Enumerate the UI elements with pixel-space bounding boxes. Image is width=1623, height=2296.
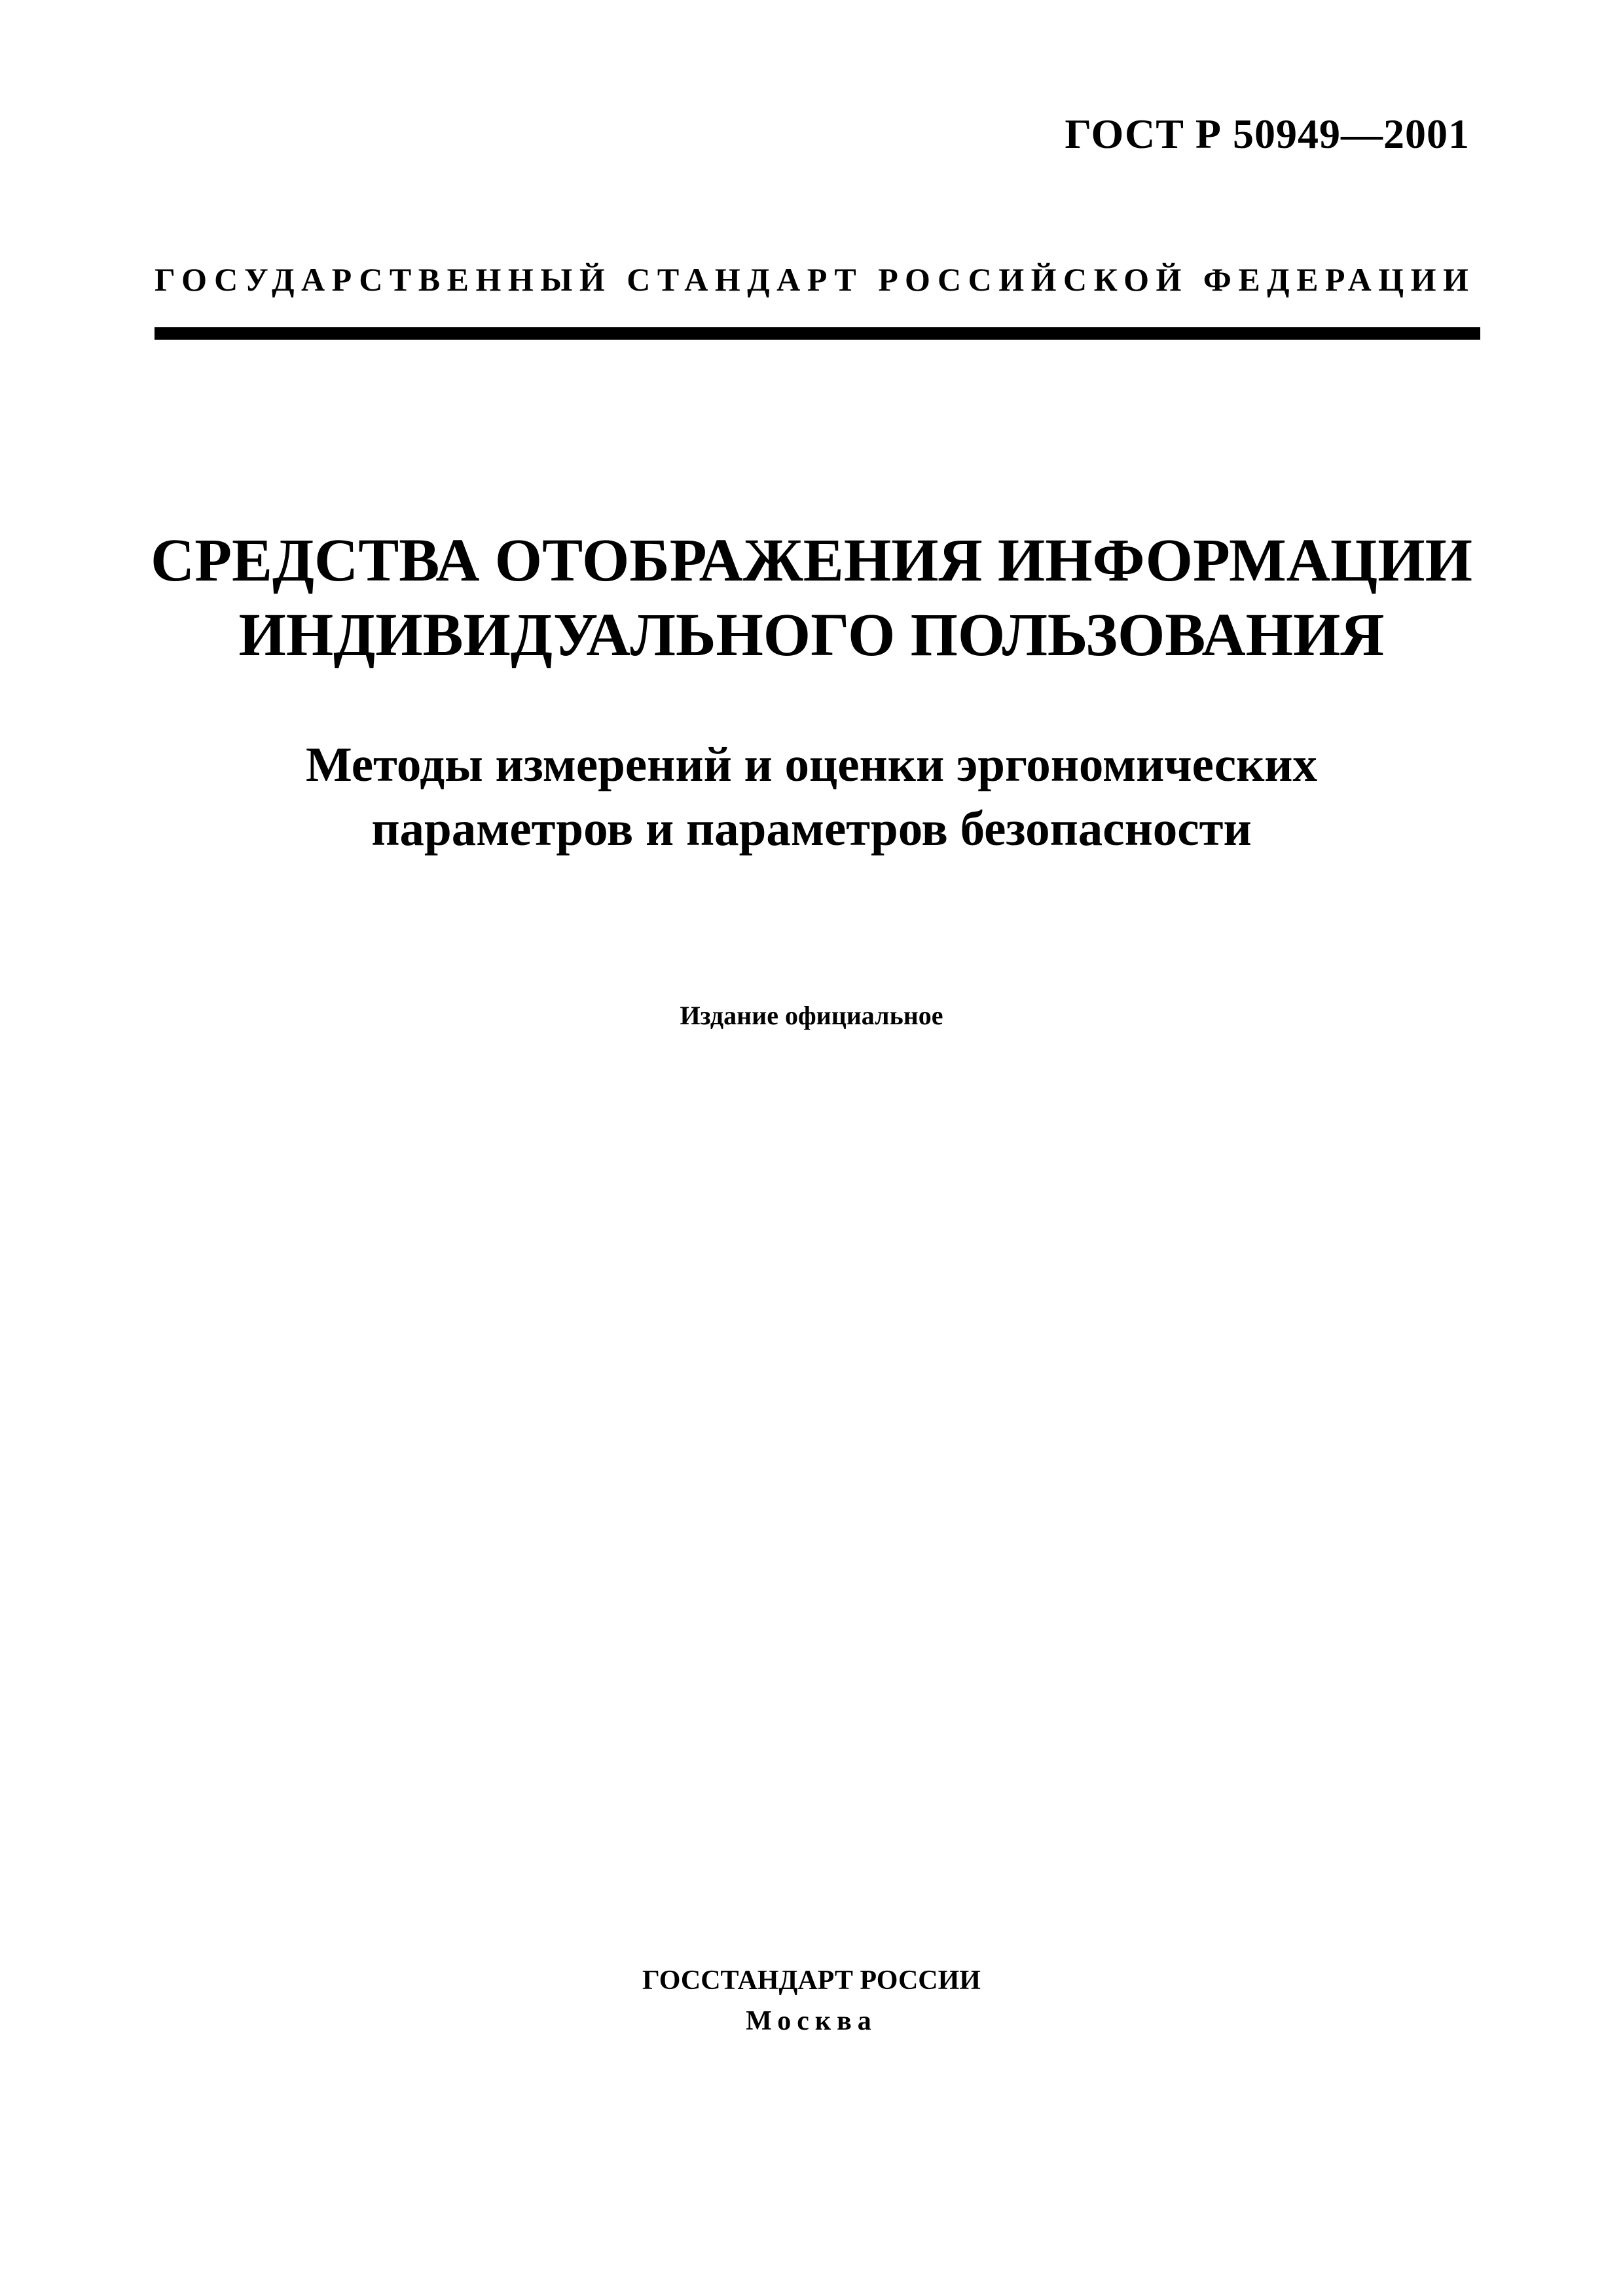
main-title <box>0 524 1623 673</box>
document-number: ГОСТ Р 50949—2001 <box>1065 111 1470 157</box>
header-divider <box>155 327 1480 340</box>
publisher-block <box>0 1960 1623 2041</box>
subtitle-line-2: параметров и параметров безопасности <box>371 802 1252 856</box>
main-title-line-1: СРЕДСТВА ОТОБРАЖЕНИЯ ИНФОРМАЦИИ <box>151 527 1472 594</box>
publisher-name: ГОССТАНДАРТ РОССИИ <box>642 1965 981 1996</box>
subtitle-line-1: Методы измерений и оценки эргономических <box>305 738 1318 792</box>
main-title-line-2: ИНДИВИДУАЛЬНОГО ПОЛЬЗОВАНИЯ <box>238 601 1385 669</box>
publisher-city: Москва <box>746 2006 877 2036</box>
edition-label: Издание официальное <box>680 1001 943 1030</box>
subtitle <box>0 733 1623 861</box>
agency-header: ГОСУДАРСТВЕННЫЙ СТАНДАРТ РОССИЙСКОЙ ФЕДЕРАЦИИ <box>155 261 1476 298</box>
